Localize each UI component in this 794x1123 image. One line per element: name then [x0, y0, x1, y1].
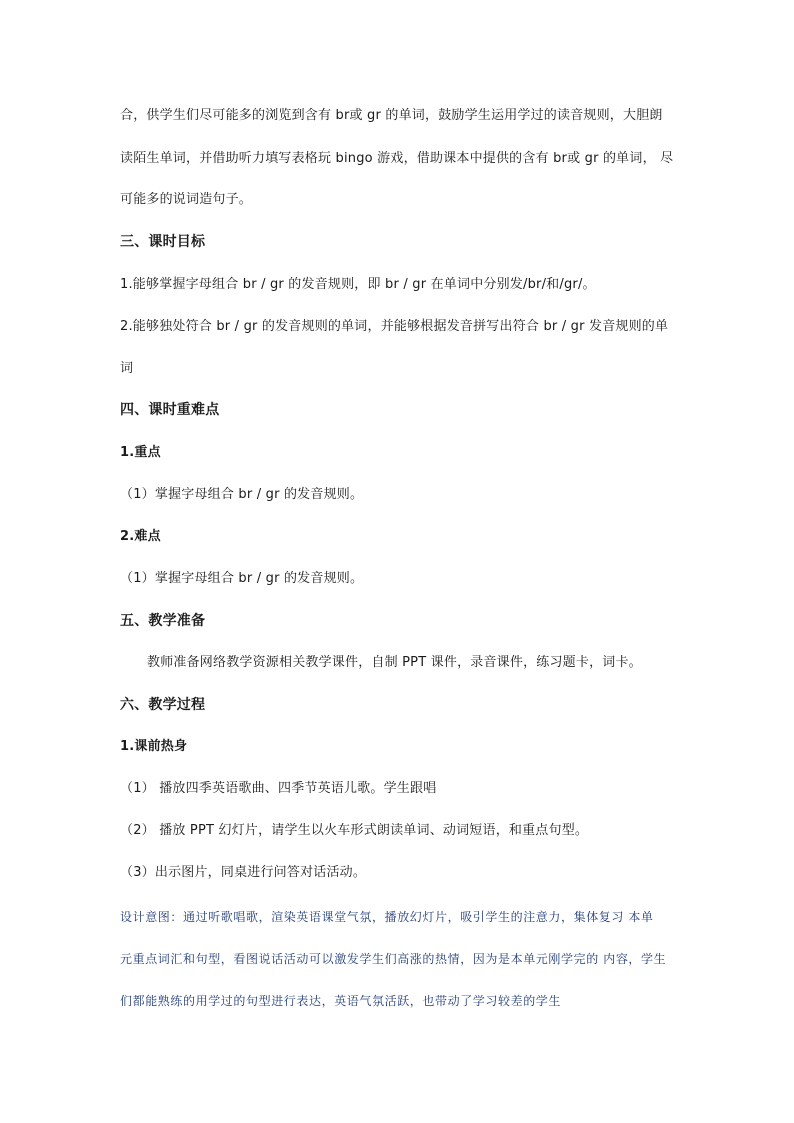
warmup-step-1: （1） 播放四季英语歌曲、四季节英语儿歌。学生跟唱: [120, 781, 437, 796]
difficulty-text: （1）掌握字母组合 br / gr 的发音规则。: [120, 571, 364, 586]
intro-line-3: 可能多的说词造句子。: [120, 192, 253, 207]
section-heading-objectives: 三、课时目标: [120, 234, 206, 250]
design-intent-line-2: 元重点词汇和句型，看图说话活动可以激发学生们高涨的热情，因为是本单元刚学完的 内容，学生: [120, 952, 667, 966]
objective-item-2-line-2: 词: [120, 361, 134, 376]
intro-line-2: 读陌生单词，并借助听力填写表格玩 bingo 游戏，借助课本中提供的含有 br或 gr 的单词， 尽: [120, 151, 674, 166]
warmup-heading: 1.课前热身: [120, 739, 188, 754]
design-intent-line-3: 们都能熟练的用学过的句型进行表达，英语气氛活跃，也带动了学习较差的学生: [120, 994, 562, 1008]
warmup-step-2: （2） 播放 PPT 幻灯片，请学生以火车形式朗读单词、动词短语，和重点句型。: [120, 823, 589, 838]
key-point-heading: 1.重点: [120, 445, 161, 460]
intro-line-1: 合，供学生们尽可能多的浏览到含有 br或 gr 的单词，鼓励学生运用学过的读音规则，大胆朗: [120, 108, 663, 123]
objective-item-1: 1.能够掌握字母组合 br / gr 的发音规则，即 br / gr 在单词中分别发/br/和/gr/。: [120, 277, 596, 292]
warmup-step-3: （3）出示图片，同桌进行问答对话活动。: [120, 865, 367, 880]
section-heading-preparation: 五、教学准备: [120, 613, 206, 629]
key-point-text: （1）掌握字母组合 br / gr 的发音规则。: [120, 487, 364, 502]
objective-item-2-line-1: 2.能够独处符合 br / gr 的发音规则的单词，并能够根据发音拼写出符合 br / gr 发音规则的单: [120, 319, 669, 334]
preparation-text: 教师准备网络教学资源相关教学课件，自制 PPT 课件，录音课件，练习题卡，词卡。: [147, 655, 642, 670]
section-heading-key-difficult-points: 四、课时重难点: [120, 402, 220, 418]
difficulty-heading: 2.难点: [120, 529, 161, 544]
section-heading-teaching-process: 六、教学过程: [120, 697, 206, 713]
design-intent-line-1: 设计意图：通过听歌唱歌，渲染英语课堂气氛，播放幻灯片，吸引学生的注意力，集体复习 本单: [120, 910, 654, 924]
